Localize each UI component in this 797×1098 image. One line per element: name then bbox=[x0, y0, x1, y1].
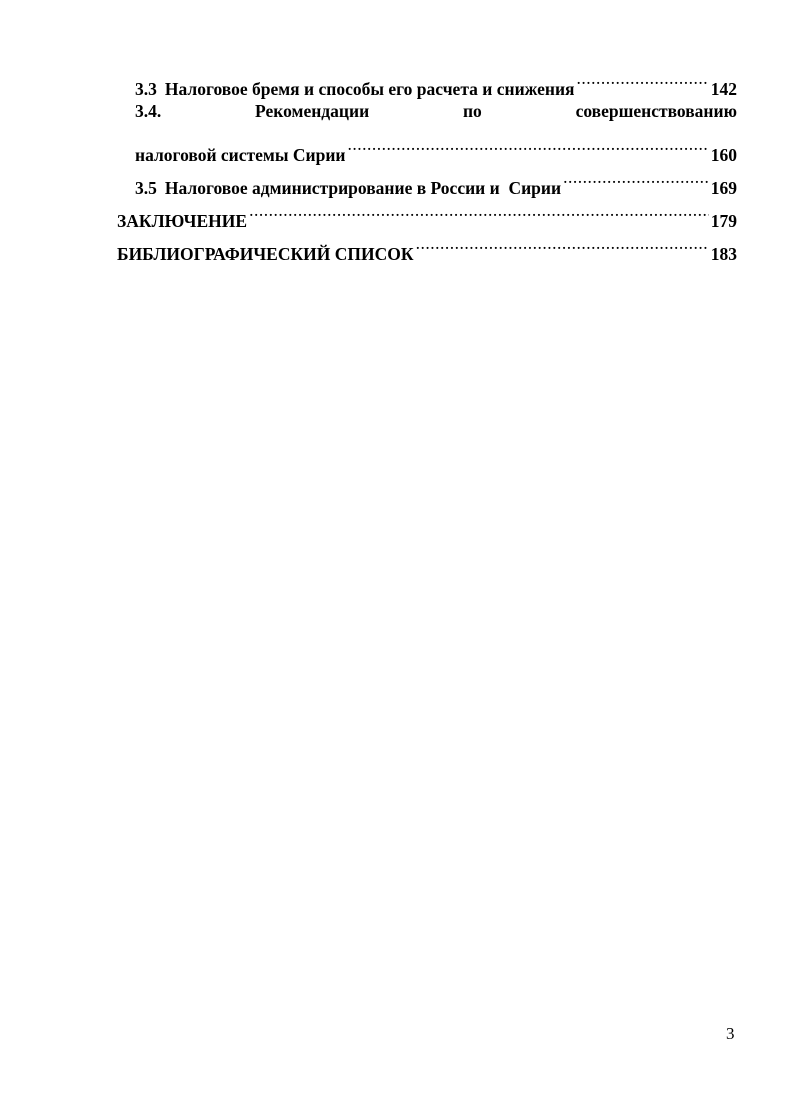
toc-entry-3-3 bbox=[117, 62, 737, 99]
toc-leader-dots bbox=[416, 227, 709, 260]
toc-entry-3-4-line2 bbox=[117, 128, 737, 165]
toc-entry-title-word: Рекомендации bbox=[255, 101, 370, 121]
toc-leader-dots bbox=[347, 128, 708, 161]
toc-entry-title: БИБЛИОГРАФИЧЕСКИЙ СПИСОК bbox=[117, 244, 414, 264]
toc-entry-title-word: совершенствованию bbox=[575, 101, 737, 121]
toc-leader-dots bbox=[249, 194, 709, 227]
toc-entry-title: Налоговое бремя и способы его расчета и снижения bbox=[164, 79, 575, 99]
toc-leader-dots bbox=[577, 62, 709, 95]
toc-entry-page: 142 bbox=[710, 79, 737, 99]
table-of-contents bbox=[117, 62, 737, 264]
page-number: 3 bbox=[726, 1024, 735, 1043]
toc-entry-number: 3.5 bbox=[135, 178, 157, 198]
toc-entry-number: 3.4. bbox=[135, 101, 162, 121]
toc-entry-page: 183 bbox=[710, 244, 737, 264]
toc-entry-page: 160 bbox=[710, 145, 737, 165]
toc-entry-title: Налоговое администрирование в России и Сирии bbox=[164, 178, 562, 198]
toc-entry-title-word: по bbox=[462, 101, 482, 121]
toc-entry-title: налоговой системы Сирии bbox=[135, 145, 346, 165]
toc-entry-page: 179 bbox=[710, 211, 737, 231]
toc-entry-number: 3.3 bbox=[135, 79, 157, 99]
toc-leader-dots bbox=[563, 161, 709, 194]
toc-entry-title: ЗАКЛЮЧЕНИЕ bbox=[117, 211, 248, 231]
toc-entry-page: 169 bbox=[710, 178, 737, 198]
